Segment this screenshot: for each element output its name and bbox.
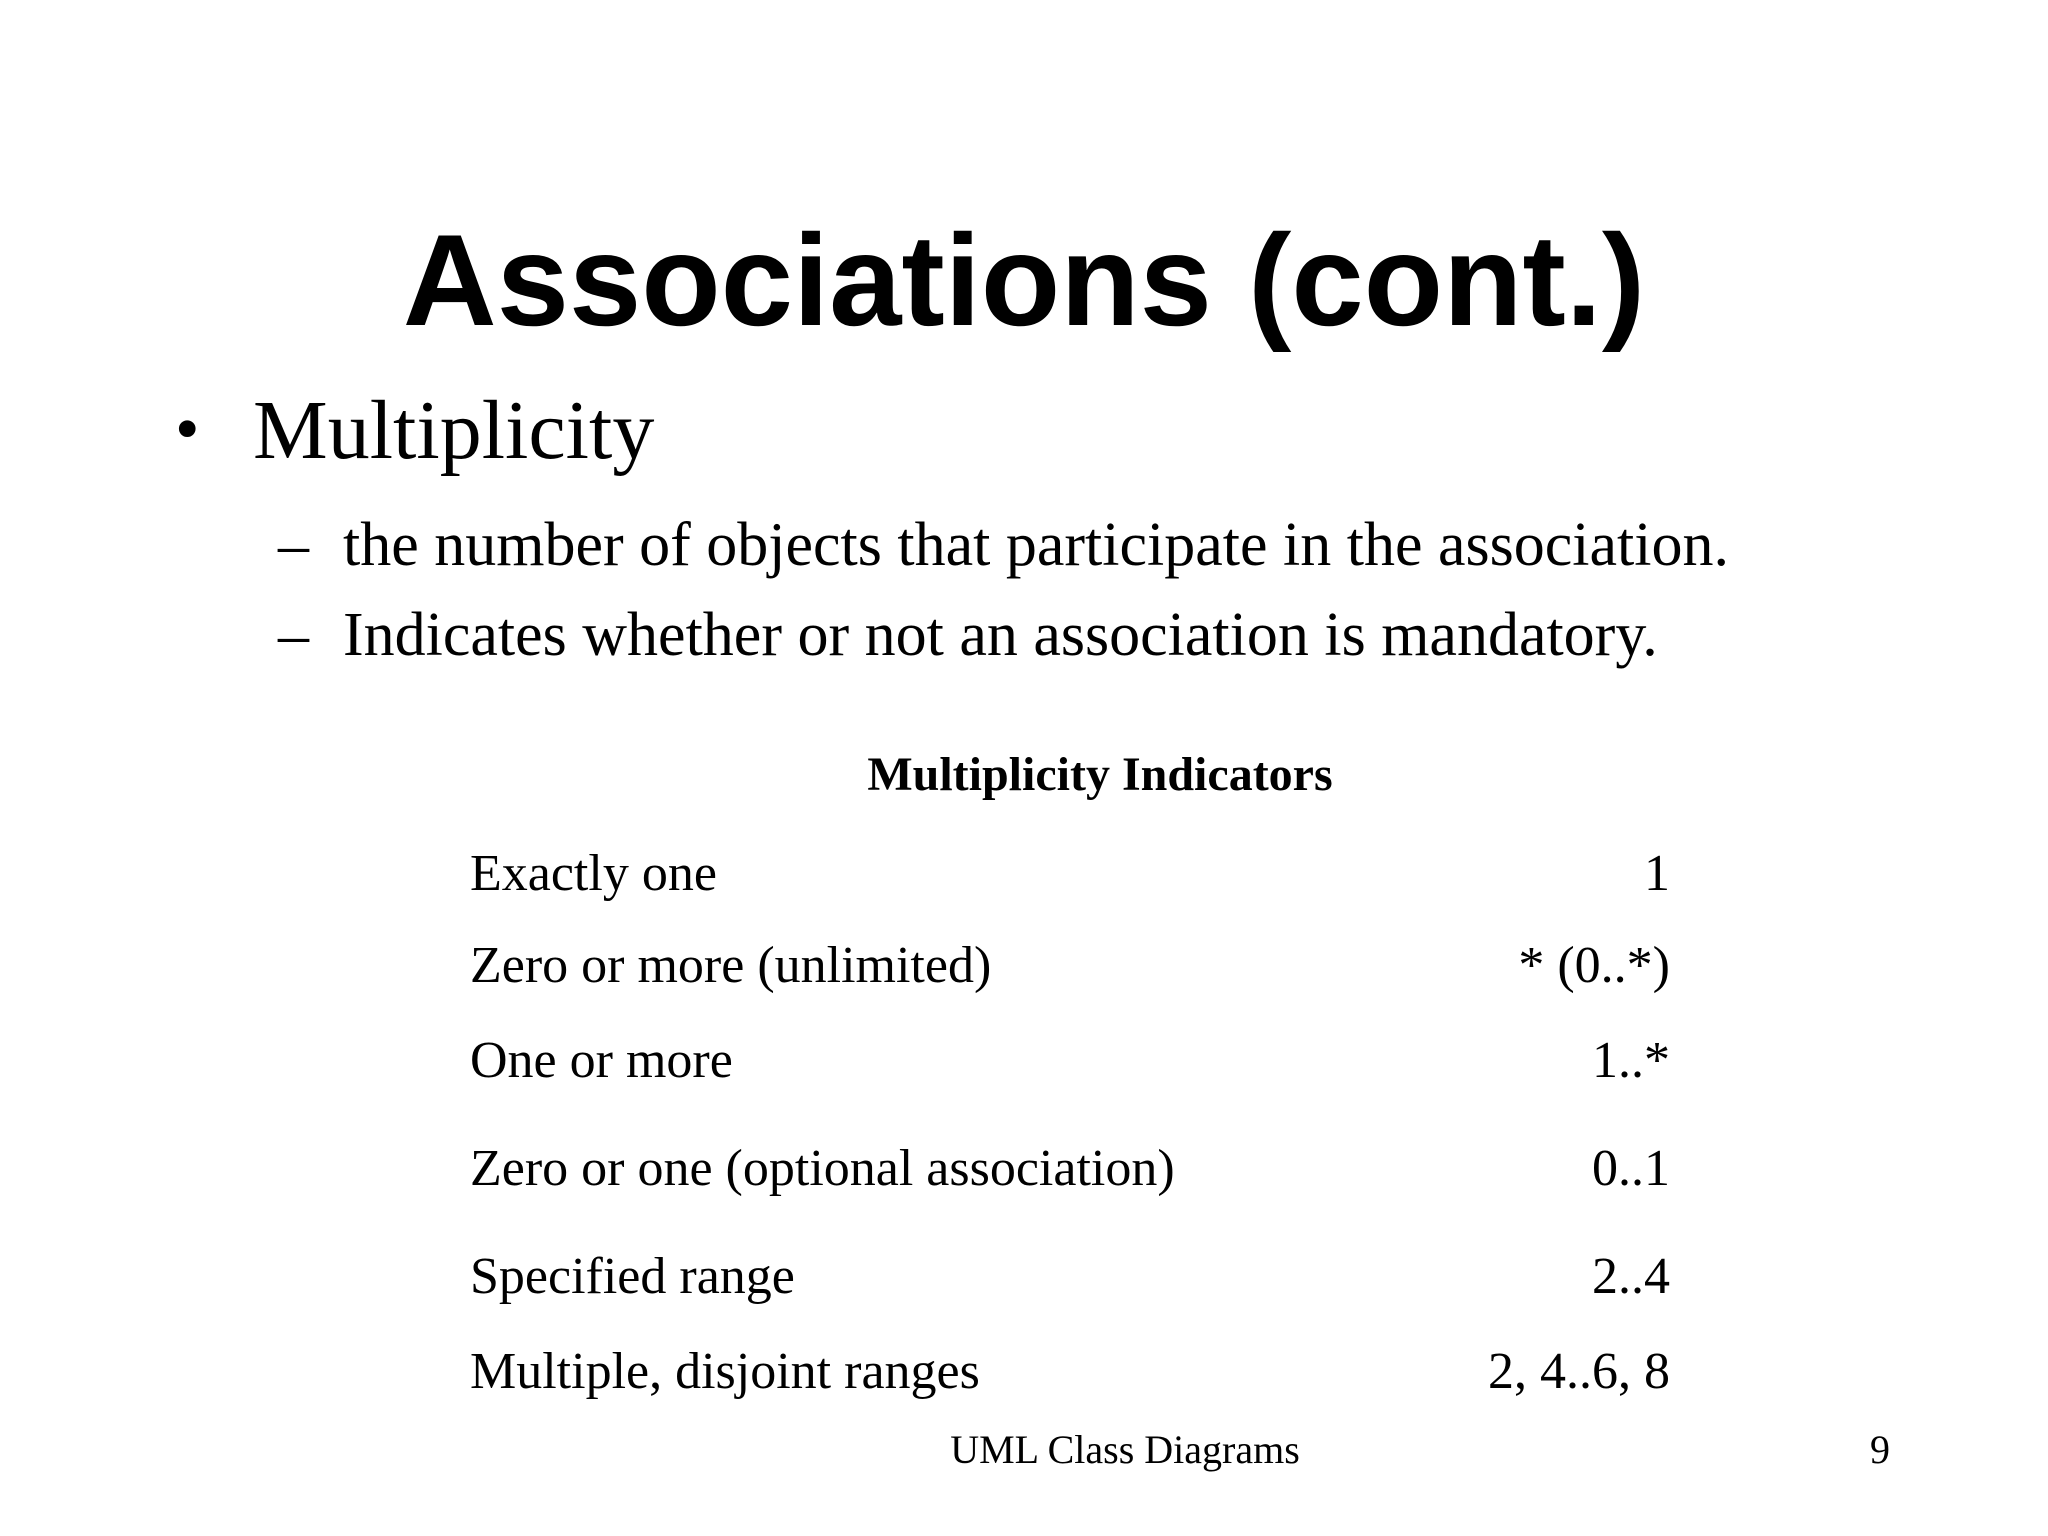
slide-title: Associations (cont.) <box>402 207 1646 353</box>
row-value: 0..1 <box>1592 1139 1670 1197</box>
page-number: 9 <box>1870 1427 1890 1472</box>
row-label: Exactly one <box>470 844 717 902</box>
table-row <box>470 1241 1670 1311</box>
sub-bullet-2 <box>278 595 1658 675</box>
table-row <box>470 1133 1670 1203</box>
sub-bullet-1 <box>278 505 1729 585</box>
row-value: 2..4 <box>1592 1247 1670 1305</box>
row-label: Specified range <box>470 1247 795 1305</box>
sub-bullet-text: the number of objects that participate in the association. <box>343 510 1729 579</box>
row-value: 1 <box>1644 844 1670 902</box>
table-row <box>470 930 1670 1000</box>
sub-bullet-text: Indicates whether or not an association is mandatory. <box>343 600 1658 669</box>
sub-bullet-dash: – <box>278 600 309 669</box>
row-label: One or more <box>470 1031 733 1089</box>
table-row <box>470 1025 1670 1095</box>
bullet-multiplicity <box>175 380 654 480</box>
table-row <box>470 1336 1670 1406</box>
table-title: Multiplicity Indicators <box>867 748 1333 801</box>
bullet-symbol: • <box>175 391 200 468</box>
bullet-text: Multiplicity <box>253 383 655 477</box>
row-label: Multiple, disjoint ranges <box>470 1342 980 1400</box>
row-label: Zero or more (unlimited) <box>470 936 992 994</box>
row-value: 2, 4..6, 8 <box>1488 1342 1670 1400</box>
row-value: 1..* <box>1592 1031 1670 1089</box>
slide-footer: UML Class Diagrams <box>950 1427 1300 1472</box>
table-row <box>470 838 1670 908</box>
row-value: * (0..*) <box>1518 936 1670 994</box>
row-label: Zero or one (optional association) <box>470 1139 1175 1197</box>
sub-bullet-dash: – <box>278 510 309 579</box>
